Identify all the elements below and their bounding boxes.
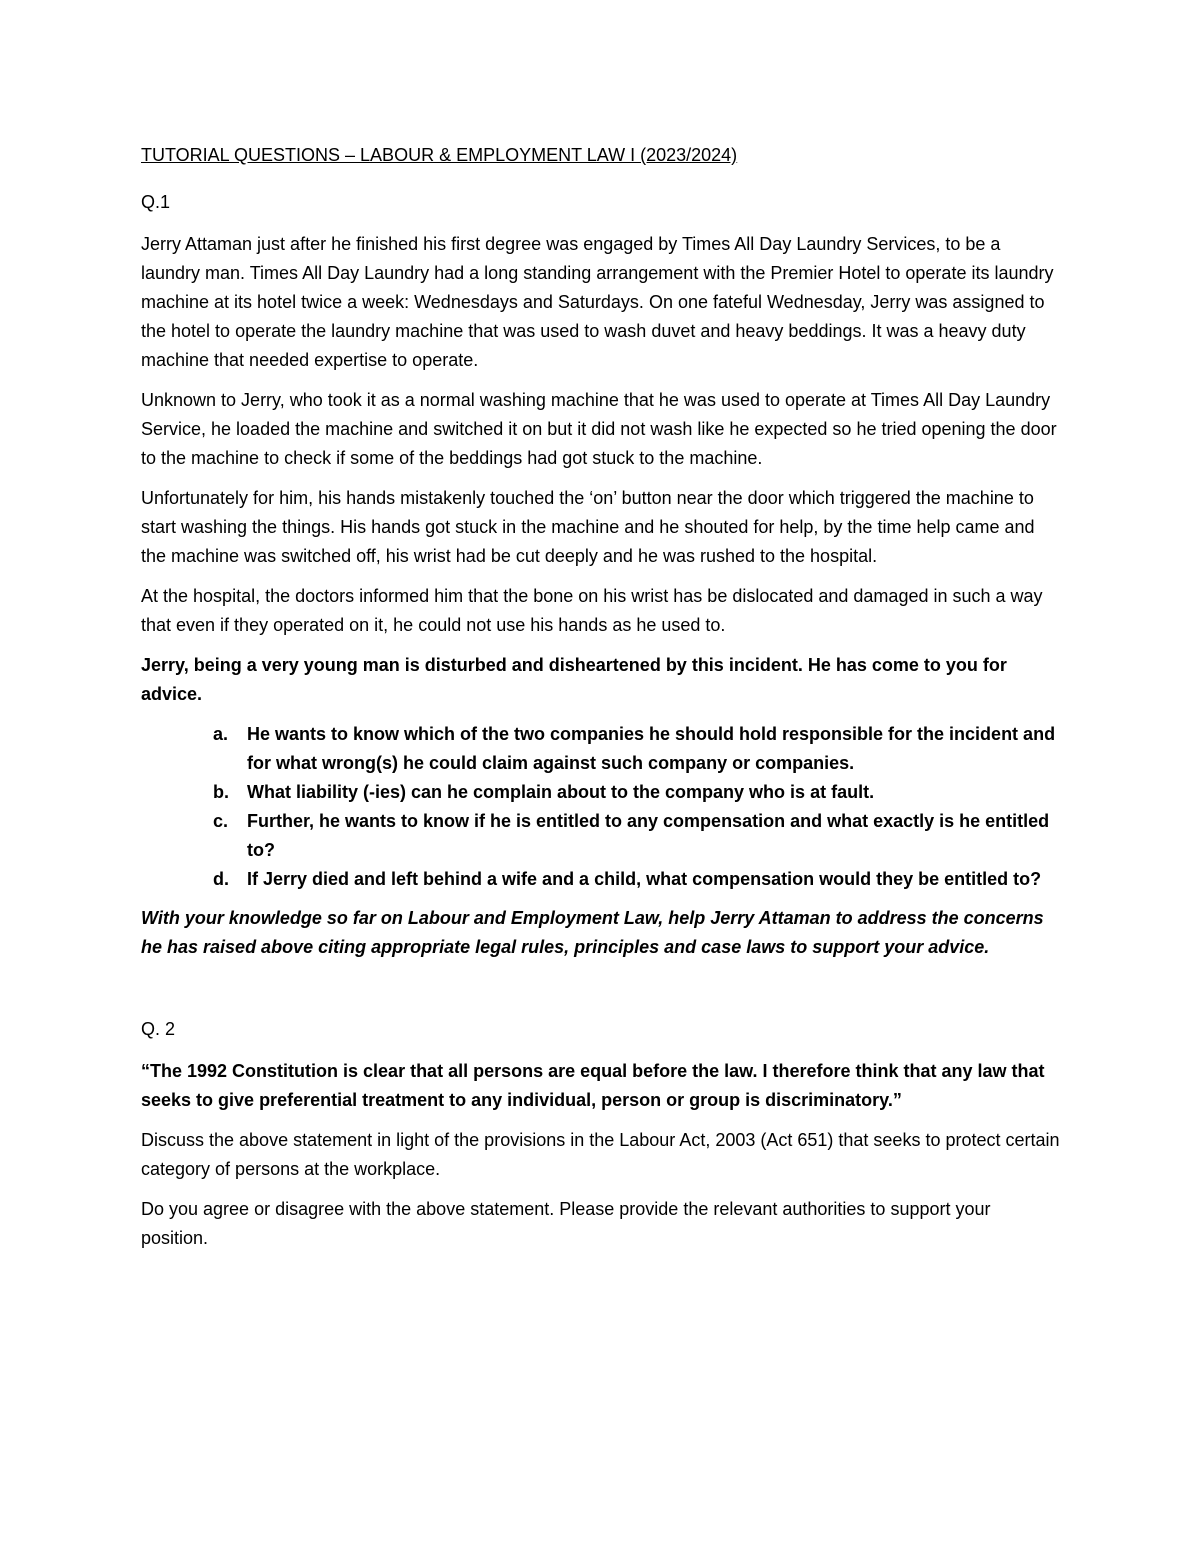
document-page bbox=[141, 140, 1061, 1264]
item-marker: b. bbox=[213, 782, 229, 802]
item-text: He wants to know which of the two companies he should hold responsible for the incident and for what wrong(s) he could claim against such company or companies. bbox=[247, 724, 1056, 773]
document-title: TUTORIAL QUESTIONS – LABOUR & EMPLOYMENT LAW I (2023/2024) bbox=[141, 145, 738, 165]
item-marker: d. bbox=[213, 869, 229, 889]
q2-paragraph-2: Do you agree or disagree with the above statement. Please provide the relevant authorities to support your position. bbox=[141, 1199, 991, 1248]
q1-instruction: With your knowledge so far on Labour and Employment Law, help Jerry Attaman to address the concerns he has raised above citing appropriate legal rules, principles and case laws to support your advice. bbox=[141, 908, 1044, 957]
q1-paragraph-4: At the hospital, the doctors informed him that the bone on his wrist has be dislocated and damaged in such a way that even if they operated on it, he could not use his hands as he used to. bbox=[141, 586, 1043, 635]
q1-item-d bbox=[141, 865, 1061, 894]
item-text: What liability (-ies) can he complain about to the company who is at fault. bbox=[247, 782, 875, 802]
item-marker: c. bbox=[213, 811, 229, 831]
question-2-label: Q. 2 bbox=[141, 1019, 176, 1039]
q1-item-a bbox=[141, 720, 1061, 778]
item-text: If Jerry died and left behind a wife and a child, what compensation would they be entitled to? bbox=[247, 869, 1042, 889]
q1-paragraph-2: Unknown to Jerry, who took it as a normal washing machine that he was used to operate at Times All Day Laundry Service, he loaded the machine and switched it on but it did not wash like he expected so he tried opening the door to the machine to check if some of the beddings had got stuck to the machine. bbox=[141, 390, 1057, 468]
q1-prompt: Jerry, being a very young man is disturbed and disheartened by this incident. He has come to you for advice. bbox=[141, 655, 1007, 704]
q2-paragraph-1: Discuss the above statement in light of the provisions in the Labour Act, 2003 (Act 651) that seeks to protect certain category of persons at the workplace. bbox=[141, 1130, 1060, 1179]
q1-item-b bbox=[141, 778, 1061, 807]
q1-paragraph-1: Jerry Attaman just after he finished his first degree was engaged by Times All Day Laundry Services, to be a laundry man. Times All Day Laundry had a long standing arrangement with the Premier Hotel to operate its laundry machine at its hotel twice a week: Wednesdays and Saturdays. On one fateful Wednesday, Jerry was assigned to the hotel to operate the laundry machine that was used to wash duvet and heavy beddings. It was a heavy duty machine that needed expertise to operate. bbox=[141, 234, 1054, 370]
item-text: Further, he wants to know if he is entitled to any compensation and what exactly is he entitled to? bbox=[247, 811, 1050, 860]
q1-item-c bbox=[141, 807, 1061, 865]
q2-quote: “The 1992 Constitution is clear that all persons are equal before the law. I therefore think that any law that seeks to give preferential treatment to any individual, person or group is discriminatory.” bbox=[141, 1061, 1045, 1110]
section-spacer bbox=[141, 973, 1061, 1015]
q1-sub-questions bbox=[141, 720, 1061, 894]
question-1-label: Q.1 bbox=[141, 192, 171, 212]
item-marker: a. bbox=[213, 724, 229, 744]
q1-paragraph-3: Unfortunately for him, his hands mistakenly touched the ‘on’ button near the door which triggered the machine to start washing the things. His hands got stuck in the machine and he shouted for help, by the time help came and the machine was switched off, his wrist had be cut deeply and he was rushed to the hospital. bbox=[141, 488, 1035, 566]
